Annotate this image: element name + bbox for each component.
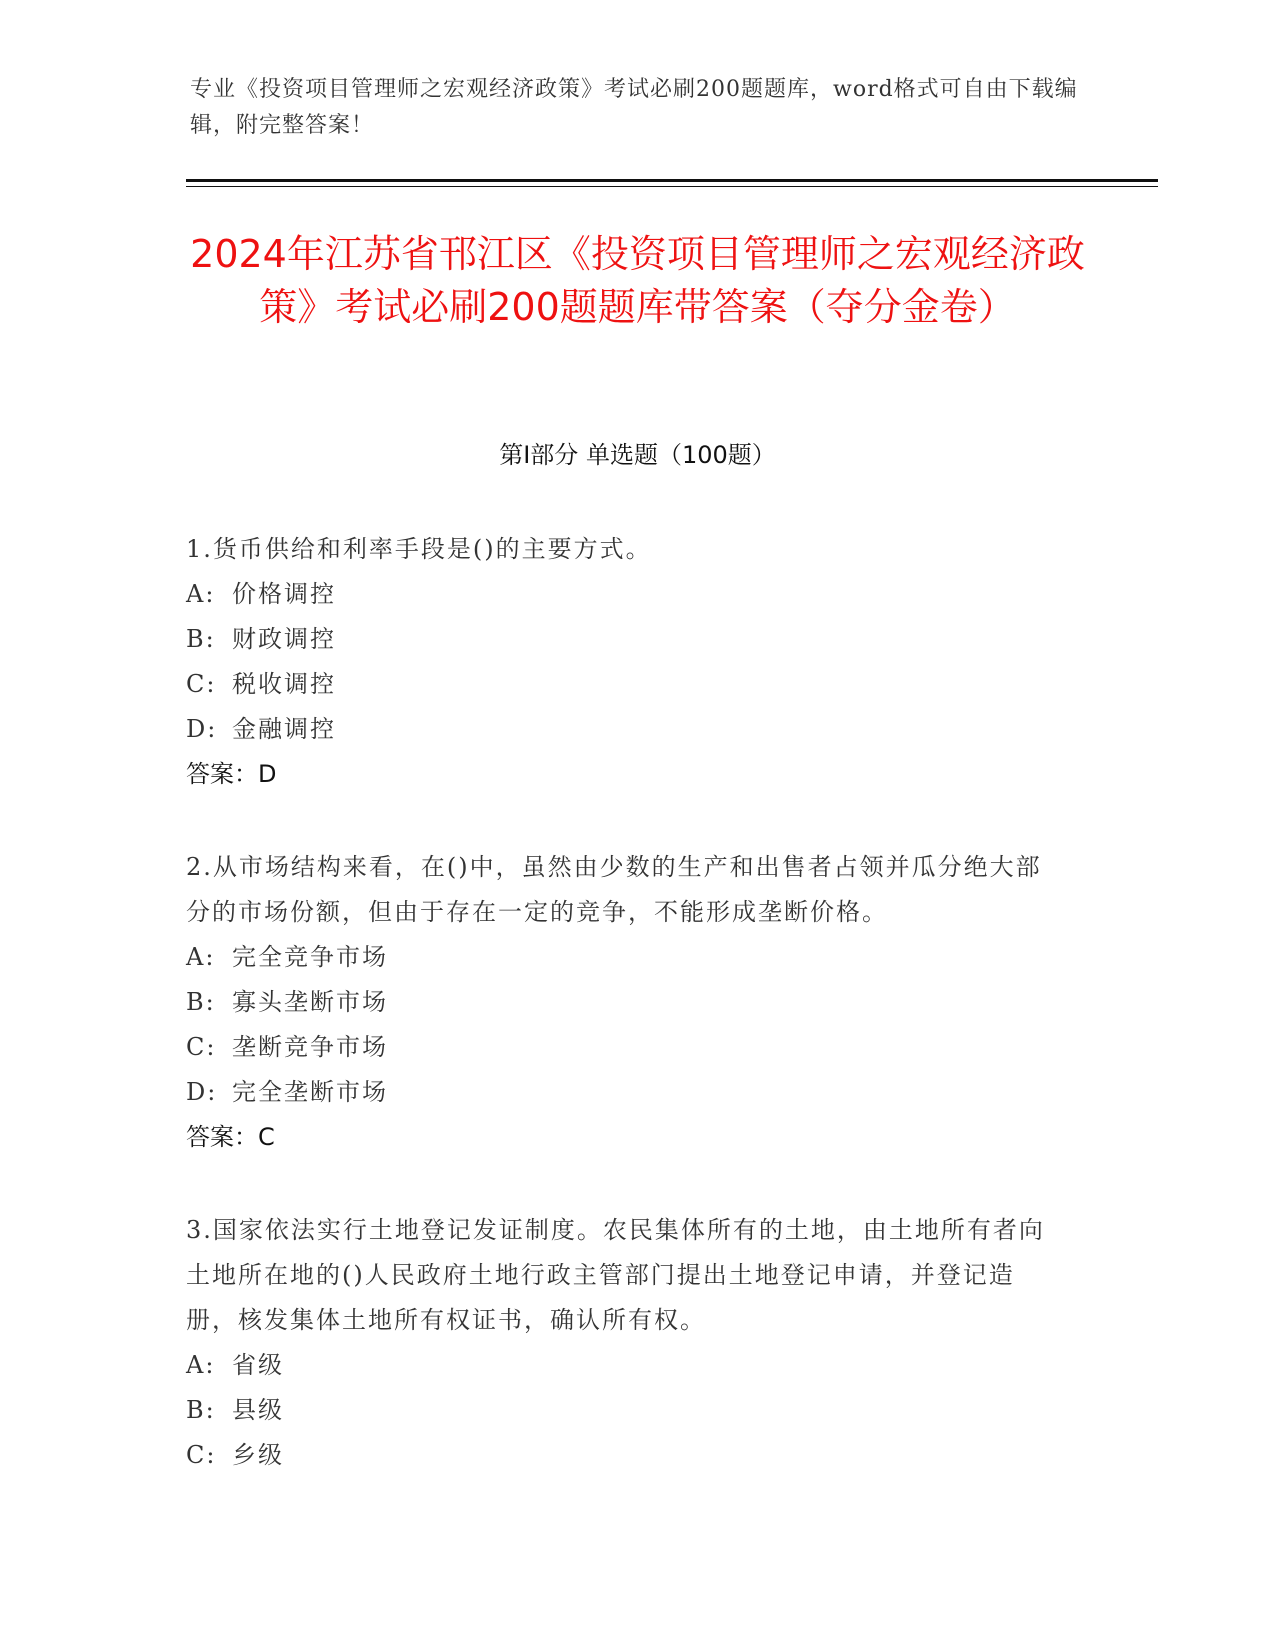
header-rule-thin: [186, 186, 1158, 187]
document-title: 2024年江苏省邗江区《投资项目管理师之宏观经济政策》考试必刷200题题库带答案（夺分金卷）: [190, 232, 1085, 329]
option-a: [186, 935, 1066, 980]
option-text: 完全垄断市场: [232, 1078, 388, 1106]
option-key: A:: [186, 1351, 216, 1379]
option-b: [186, 1388, 1066, 1433]
option-text: 县级: [232, 1396, 284, 1424]
question-2: [186, 845, 1066, 1160]
option-d: [186, 707, 1066, 752]
option-text: 完全竞争市场: [232, 943, 388, 971]
section-title: 第Ⅰ部分 单选题（100题）: [499, 441, 776, 469]
answer-line: 答案：D: [186, 760, 277, 788]
option-key: A:: [186, 943, 216, 971]
option-key: B:: [186, 1396, 216, 1424]
option-b: [186, 980, 1066, 1025]
header-rule-thick: [186, 179, 1158, 182]
question-stem: 3.国家依法实行土地登记发证制度。农民集体所有的土地，由土地所有者向土地所在地的()人民政府土地行政主管部门提出土地登记申请，并登记造册，核发集体土地所有权证书，确认所有权。: [186, 1216, 1045, 1334]
question-stem: 1.货币供给和利率手段是()的主要方式。: [186, 535, 652, 563]
option-key: D:: [186, 1078, 218, 1106]
option-text: 省级: [232, 1351, 284, 1379]
option-key: C:: [186, 1441, 217, 1469]
option-a: [186, 572, 1066, 617]
option-text: 税收调控: [232, 670, 336, 698]
header-note: 专业《投资项目管理师之宏观经济政策》考试必刷200题题库，word格式可自由下载编辑，附完整答案！: [190, 77, 1078, 138]
option-text: 寡头垄断市场: [232, 988, 388, 1016]
option-key: C:: [186, 1033, 217, 1061]
option-key: B:: [186, 988, 216, 1016]
question-stem: 2.从市场结构来看，在()中，虽然由少数的生产和出售者占领并瓜分绝大部分的市场份额，但由于存在一定的竞争，不能形成垄断价格。: [186, 853, 1042, 926]
option-c: [186, 1433, 1066, 1478]
option-text: 乡级: [232, 1441, 284, 1469]
option-d: [186, 1070, 1066, 1115]
option-b: [186, 617, 1066, 662]
option-key: C:: [186, 670, 217, 698]
option-key: A:: [186, 580, 216, 608]
answer-line: 答案：C: [186, 1123, 275, 1151]
question-list: [186, 527, 1066, 1526]
option-a: [186, 1343, 1066, 1388]
option-text: 金融调控: [232, 715, 336, 743]
question-1: [186, 527, 1066, 797]
option-key: D:: [186, 715, 218, 743]
option-key: B:: [186, 625, 216, 653]
option-text: 财政调控: [232, 625, 336, 653]
option-c: [186, 1025, 1066, 1070]
option-text: 价格调控: [232, 580, 336, 608]
question-3: [186, 1208, 1066, 1478]
option-text: 垄断竞争市场: [232, 1033, 388, 1061]
option-c: [186, 662, 1066, 707]
